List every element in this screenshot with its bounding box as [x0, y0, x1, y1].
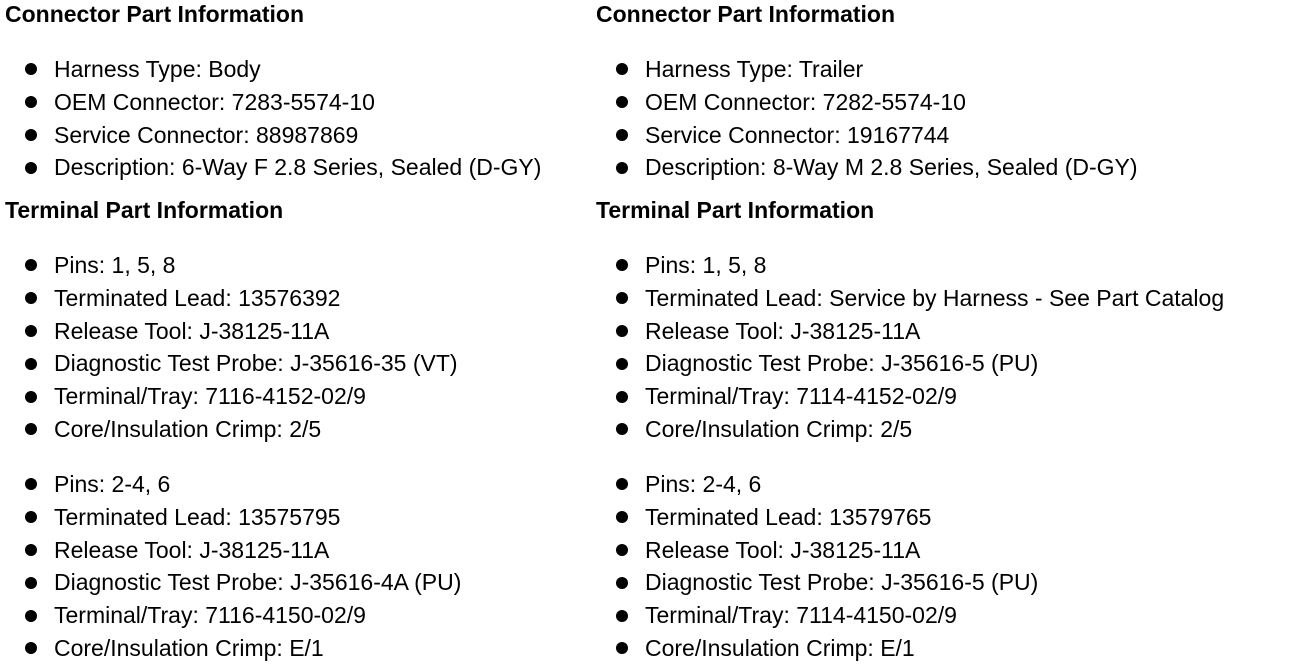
bullet-icon	[25, 63, 37, 75]
bullet-icon	[25, 391, 37, 403]
bullet-icon	[616, 577, 628, 589]
bullet-icon	[616, 96, 628, 108]
bullet-icon	[616, 162, 628, 174]
terminal-heading: Terminal Part Information	[596, 197, 875, 223]
bullet-icon	[616, 292, 628, 304]
bullet-icon	[25, 259, 37, 271]
bullet-icon	[616, 478, 628, 490]
bullet-icon	[616, 391, 628, 403]
bullet-icon	[25, 325, 37, 337]
bullet-icon	[25, 610, 37, 622]
bullet-icon	[616, 358, 628, 370]
bullet-icon	[25, 358, 37, 370]
bullet-icon	[616, 259, 628, 271]
bullet-icon	[616, 129, 628, 141]
bullet-icon	[616, 610, 628, 622]
terminal-heading: Terminal Part Information	[5, 197, 284, 223]
bullet-icon	[25, 511, 37, 523]
bullet-icon	[25, 577, 37, 589]
bullet-icon	[616, 325, 628, 337]
connector-heading: Connector Part Information	[5, 1, 305, 27]
bullet-icon	[25, 544, 37, 556]
bullet-icon	[616, 423, 628, 435]
bullet-icon	[25, 423, 37, 435]
bullet-icon	[25, 96, 37, 108]
bullet-icon	[616, 511, 628, 523]
bullet-icon	[25, 478, 37, 490]
bullet-icon	[616, 642, 628, 654]
bullet-icon	[25, 129, 37, 141]
bullet-icon	[616, 63, 628, 75]
bullet-icon	[25, 642, 37, 654]
bullet-icon	[25, 292, 37, 304]
bullet-icon	[616, 544, 628, 556]
connector-heading: Connector Part Information	[596, 1, 896, 27]
bullet-icon	[25, 162, 37, 174]
